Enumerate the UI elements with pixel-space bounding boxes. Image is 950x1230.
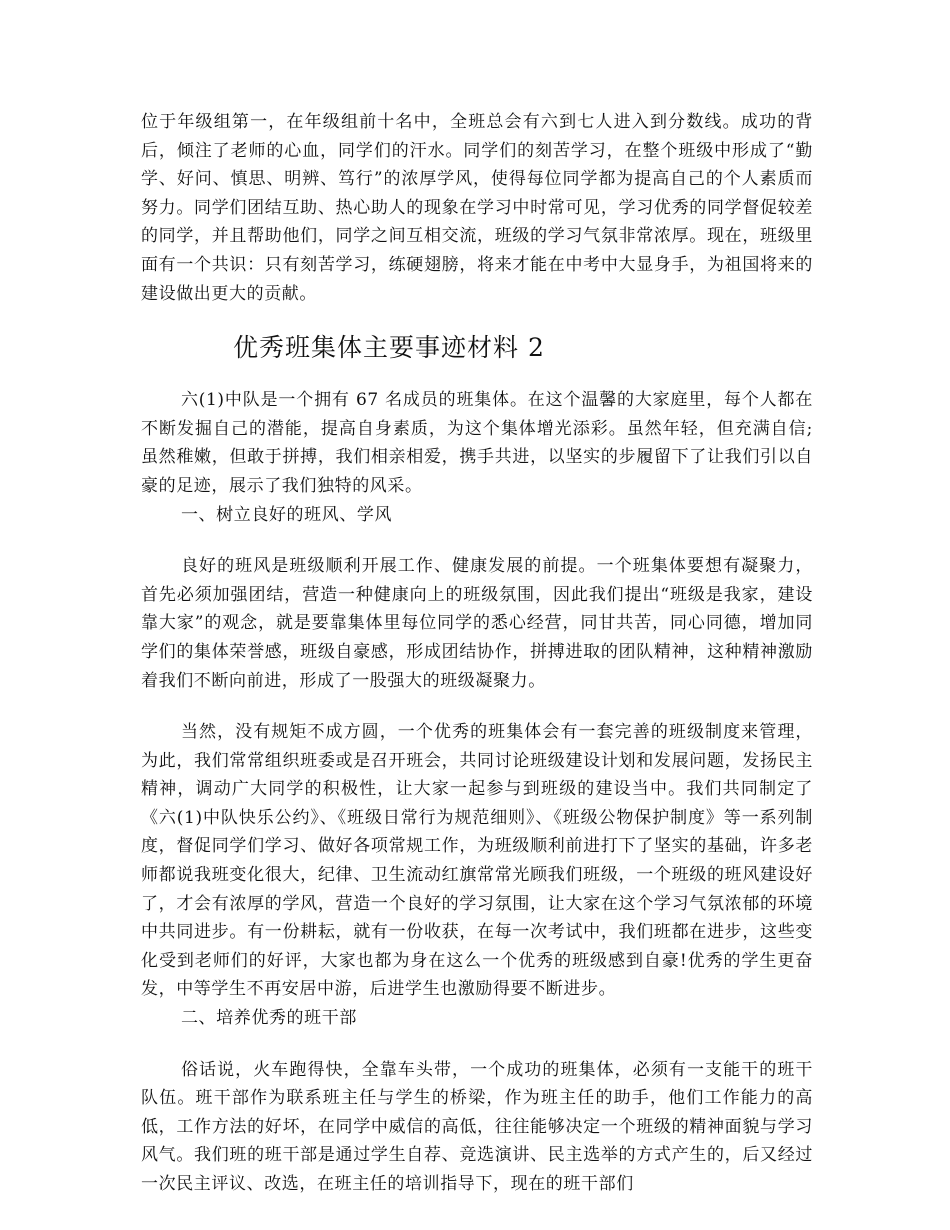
section-heading-2: 二、培养优秀的班干部 <box>180 1008 357 1029</box>
section1-paragraph-2: 当然，没有规矩不成方圆，一个优秀的班集体会有一套完善的班级制度来管理，为此，我们常常组织班委或是召开班会，共同讨论班级建设计划和发展问题，发扬民主精神，调动广大同学的积极性，让大家一起参与到班级的建设当中。我们共同制定了《六(1)中队快乐公约》、《班级日常行为规范细则》、《班级公物保护制度》等一系列制度，督促同学们学习、做好各项常规工作，为班级顺利前进打下了坚实的基础，许多老师都说我班变化很大，纪律、卫生流动红旗常常光顾我们班级，一个班级的班风建设好了，才会有浓厚的学风，营造一个良好的学习氛围，让大家在这个学习气氛浓郁的环境中共同进步。有一份耕耘，就有一份收获，在每一次考试中，我们班都在进步，这些变化受到老师们的好评，大家也都为身在这么一个优秀的班级感到自豪!优秀的学生更奋发，中等学生不再安居中游，后进学生也激励得要不断进步。 <box>141 722 813 1000</box>
section-heading-1: 一、树立良好的班风、学风 <box>180 504 393 525</box>
section1-paragraph-1: 良好的班风是班级顺利开展工作、健康发展的前提。一个班集体要想有凝聚力，首先必须加强团结，营造一种健康向上的班级氛围，因此我们提出“班级是我家，建设靠大家”的观念，就是要靠集体里每位同学的悉心经营，同甘共苦，同心同德，增加同学们的集体荣誉感，班级自豪感，形成团结协作，拼搏进取的团队精神，这种精神激励着我们不断向前进，形成了一股强大的班级凝聚力。 <box>141 556 813 691</box>
document-title: 优秀班集体主要事迹材料 2 <box>233 333 545 363</box>
document-page <box>141 108 813 1199</box>
intro-paragraph: 位于年级组第一，在年级组前十名中，全班总会有六到七人进入到分数线。成功的背后，倾注了老师的心血，同学们的汗水。同学们的刻苦学习，在整个班级中形成了“勤学、好问、慎思、明辨、笃行”的浓厚学风，使得每位同学都为提高自己的个人素质而努力。同学们团结互助、热心助人的现象在学习中时常可见，学习优秀的同学督促较差的同学，并且帮助他们，同学之间互相交流，班级的学习气氛非常浓厚。现在，班级里面有一个共识：只有刻苦学习，练硬翅膀，将来才能在中考中大显身手，为祖国将来的建设做出更大的贡献。 <box>141 112 813 304</box>
section2-paragraph-1: 俗话说，火车跑得快，全靠车头带，一个成功的班集体，必须有一支能干的班干队伍。班干部作为联系班主任与学生的桥梁，作为班主任的助手，他们工作能力的高低，工作方法的好坏，在同学中威信的高低，往往能够决定一个班级的精神面貌与学习风气。我们班的班干部是通过学生自荐、竞选演讲、民主选举的方式产生的，后又经过一次民主评议、改选，在班主任的培训指导下，现在的班干部们 <box>141 1059 813 1194</box>
opening-paragraph: 六(1)中队是一个拥有 67 名成员的班集体。在这个温馨的大家庭里，每个人都在不断发掘自己的潜能，提高自身素质，为这个集体增光添彩。虽然年轻，但充满自信;虽然稚嫩，但敢于拼搏，我们相亲相爱，携手共进，以坚实的步履留下了让我们引以自豪的足迹，展示了我们独特的风采。 <box>141 390 813 496</box>
